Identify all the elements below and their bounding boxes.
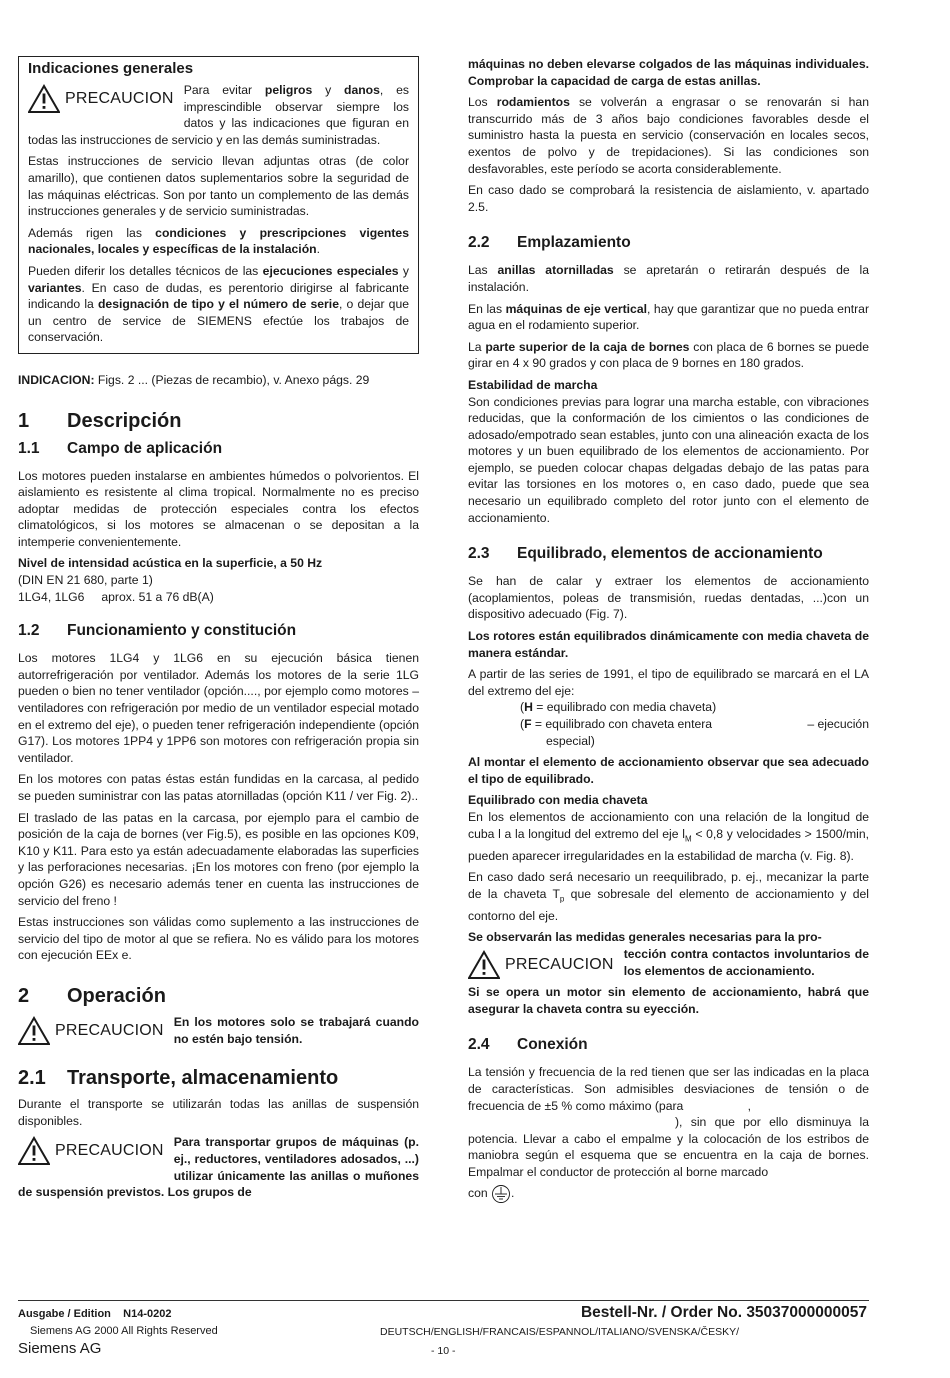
section-1-2-heading: 1.2 Funcionamiento y constitución — [18, 622, 297, 640]
warning-triangle-icon — [468, 950, 500, 980]
warning-triangle-icon — [18, 1016, 50, 1046]
stability-title: Estabilidad de marcha — [468, 377, 598, 392]
caution-label: PRECAUCION — [65, 89, 174, 107]
balancing-text-3: A partir de las series de 1991, el tipo de equilibrado se marcará en el LA del extremo del eje: — [468, 667, 869, 698]
balancing-f-line: (F = equilibrado con chaveta entera – ejecución — [520, 717, 869, 731]
connection-earth-line: con . — [468, 1184, 869, 1204]
caution-block — [28, 82, 174, 116]
footer-company: Siemens AG — [18, 1340, 102, 1357]
rebalance-text: En caso dado será necesario un reequilibrado, p. ej., mecanizar la parte de la chaveta $T_p$ que sobresale del elemento de accionamiento y del contorno del eje. — [468, 870, 869, 923]
section-2-2-heading: 2.2 Emplazamiento — [468, 234, 631, 252]
general-paragraph-3: Además rigen las condiciones y prescripciones vigentes nacionales, locales y específicas de la instalación. — [28, 225, 409, 257]
protection-text-start: Se observarán las medidas generales necesarias para la pro- — [468, 930, 822, 945]
section-1-2-text-3: El traslado de las patas en la carcasa, por ejemplo para el cambio de posición de la caja de bornes (ver Fig.5), es posible en las opciones K09, K10 y K11. Para esto ya están adecuadamente elaboradas las superficies y las perforaciones necesarias. ¡En los motores con freno (por ejemplo la opción G26) es necesario además tener en cuenta las instrucciones de servicio del freno ! — [18, 810, 419, 908]
general-notes-title: Indicaciones generales — [28, 60, 194, 77]
section-2-1-text: Durante el transporte se utilizarán todas las anillas de suspensión disponibles. — [18, 1097, 419, 1128]
transport-continued: máquinas no deben elevarse colgados de las máquinas individuales. Comprobar la capacidad de carga de estas anillas. — [468, 57, 869, 88]
indicacion-note: INDICACION: Figs. 2 ... (Piezas de recambio), v. Anexo págs. 29 — [18, 372, 370, 387]
key-secure-text: Si se opera un motor sin elemento de accionamiento, habrá que asegurar la chaveta contra su eyección. — [468, 985, 869, 1016]
section-2-3-heading: 2.3 Equilibrado, elementos de accionamiento — [468, 545, 823, 563]
caution-label: PRECAUCION — [55, 1142, 164, 1160]
caution-label: PRECAUCION — [505, 955, 614, 973]
section-1-2-text-1: Los motores 1LG4 y 1LG6 en su ejecución básica tienen autorrefrigeración por ventilador. Además los motores de la serie 1LG pueden o bien no tener ventilador (opción...., por ejemplo como motores – ventiladores con refrigeración por medio de un ventilador especial motado en el extremo del eje), o pueden tener refrigeración independiente (opción G17). Los motores 1PP4 y 1PP6 son motores con refrigeración propia sin ventilador. — [18, 651, 419, 765]
section-1-heading: 1 Descripción — [18, 409, 182, 432]
caution-label: PRECAUCION — [55, 1021, 164, 1039]
section-2-heading: 2 Operación — [18, 984, 166, 1007]
noise-value-row: 1LG4, 1LG6 aprox. 51 a 76 dB(A) — [18, 589, 214, 604]
balancing-text-4: Al montar el elemento de accionamiento observar que sea adecuado el tipo de equilibrado. — [468, 755, 869, 786]
noise-title: Nivel de intensidad acústica en la superficie, a 50 Hz — [18, 556, 323, 571]
half-key-text: En los elementos de accionamiento con una relación de la longitud de cuba l a la longitud del extremo del eje $l_M < 0,8$ y velocidades > 1500/min, pueden aparecer irregularidades en la estabilidad de marcha (v. Fig. 8). — [468, 809, 870, 863]
balancing-f-line-cont: especial) — [546, 733, 595, 748]
general-paragraph-2: Estas instrucciones de servicio llevan adjuntas otras (de color amarillo), que contienen datos suplementarios sobre la seguridad de las máquinas eléctricas. Son por tanto un complemento de las demás instrucciones generales y de servicio suministradas. — [28, 154, 409, 219]
insulation-text: En caso dado se comprobará la resistencia de aislamiento, v. apartado 2.5. — [468, 183, 869, 214]
right-column — [468, 56, 869, 1209]
warning-triangle-icon — [28, 84, 60, 114]
left-column — [18, 56, 419, 1206]
balancing-text-2: Los rotores están equilibrados dinámicamente con media chaveta de manera estándar. — [468, 629, 869, 660]
siting-text-2: En las máquinas de eje vertical, hay que garantizar que no pueda entrar agua en el rodamiento superior. — [468, 301, 870, 333]
siting-text-1: Las anillas atornilladas se apretarán o retirarán después de la instalación. — [468, 263, 870, 294]
section-2-1-heading: 2.1 Transporte, almacenamiento — [18, 1067, 339, 1090]
balancing-h-line: (H = equilibrado con media chaveta) — [520, 700, 717, 715]
footer-page-number: - 10 - — [431, 1345, 456, 1357]
footer-order-number: Bestell-Nr. / Order No. 35037000000057 — [580, 1304, 867, 1321]
warning-triangle-icon — [18, 1136, 50, 1166]
half-key-title: Equilibrado con media chaveta — [468, 793, 648, 808]
caution-block-transport — [18, 1134, 419, 1200]
general-paragraph-4: Pueden diferir los detalles técnicos de las ejecuciones especiales y variantes. En caso de dudas, es perentorio dirigirse al fabricante indicando la designación de tipo y el número de serie, o dejar que un centro de service de SIEMENS efectúe los trabajos de conservación. — [28, 263, 410, 345]
balancing-text-1: Se han de calar y extraer los elementos de accionamiento (acoplamientos, poleas de transmisión, ruedas dentadas, ...)con un dispositivo adecuado (Fig. 7). — [468, 574, 869, 622]
general-notes-box — [18, 56, 419, 354]
stability-text: Son condiciones previas para lograr una marcha estable, con vibraciones reducidas, que la conformación de los cimientos o las condiciones de adosado/empotrado sean estables, junto con una alineación exacta de los motores y un buen equilibrado de los elementos de accionamiento. Por ejemplo, se pueden colocar chapas delgadas debajo de las patas para evitar las torsiones en los motores o, en caso dado, puede que sea necesario un equilibrado completo del rotor junto con el elemento de accionamiento. — [468, 394, 869, 525]
general-paragraph-1: Para evitar peligros y danos, es imprescindible observar siempre los datos y las indicaciones que figuran en todas las instrucciones de servicio y en las demás suministradas. — [28, 83, 409, 147]
section-1-1-text: Los motores pueden instalarse en ambientes húmedos o polvorientos. El aislamiento es resistente al clima tropical. Normalmente no es preciso adoptar medidas de protección especiales contra los efectos climatológicos, si los motores se almacenan o se depositan a la intemperie convenientemente. — [18, 468, 419, 549]
footer-languages: DEUTSCH/ENGLISH/FRANCAIS/ESPANNOL/ITALIANO/SVENSKA/ČESKY/ — [380, 1326, 740, 1338]
caution-text: Para transportar grupos de máquinas (p. ej., reductores, ventiladores adosados, ...) utilizar únicamente las anillas o muñones de suspensión previstos. Los grupos de — [18, 1135, 419, 1200]
footer-copyright: Siemens AG 2000 All Rights Reserved — [30, 1325, 218, 1337]
footer-rule — [18, 1300, 869, 1301]
section-1-2-text-2: En los motores con patas éstas están fundidas en la carcasa, al pedido se pueden suministrar con las patas atornilladas (opción K11 / ver Fig. 2).. — [18, 772, 419, 803]
caution-block-protection — [468, 946, 869, 984]
section-2-4-heading: 2.4 Conexión — [468, 1036, 588, 1054]
section-1-1-heading: 1.1 Campo de aplicación — [18, 439, 223, 457]
bearings-text: Los rodamientos se volverán a engrasar o se renovarán si han transcurrido más de 3 años bajo condiciones favorables desde el suministro hasta la puesta en servicio (conservación en locales secos, exentos de polvo y de trepidaciones). Si las condiciones son desfavorables, este período se acorta considerablemente. — [468, 95, 869, 176]
caution-block-operation — [18, 1014, 419, 1052]
section-1-2-text-4: Estas instrucciones son válidas como suplemento a las instrucciones de servicio del tipo de motor al que se refiera. No es válido para los motores con ejecución EEx e. — [18, 915, 419, 963]
caution-text: tección contra contactos involuntarios de los elementos de accionamiento. — [623, 947, 869, 978]
protective-earth-icon — [491, 1184, 511, 1204]
noise-standard: (DIN EN 21 680, parte 1) — [18, 573, 153, 588]
siting-text-3: La parte superior de la caja de bornes con placa de 6 bornes se puede girar en 4 x 90 grados y con placa de 9 bornes en 180 grados. — [468, 339, 869, 371]
footer-edition: Ausgabe / Edition N14-0202 — [18, 1308, 172, 1320]
connection-text: La tensión y frecuencia de la red tienen que ser las indicadas en la placa de características. Son admisibles desviaciones de tensión o de frecuencia de ±5 % como máximo (para , ), sin que por ello disminuya la potencia. Llevar a cabo el empalme y la colocación de los estribos de maniobra según el esquema que se encuentra en la caja de bornes. Empalmar el conductor de protección al borne marcado — [468, 1065, 869, 1179]
caution-text: En los motores solo se trabajará cuando no estén bajo tensión. — [173, 1014, 419, 1046]
